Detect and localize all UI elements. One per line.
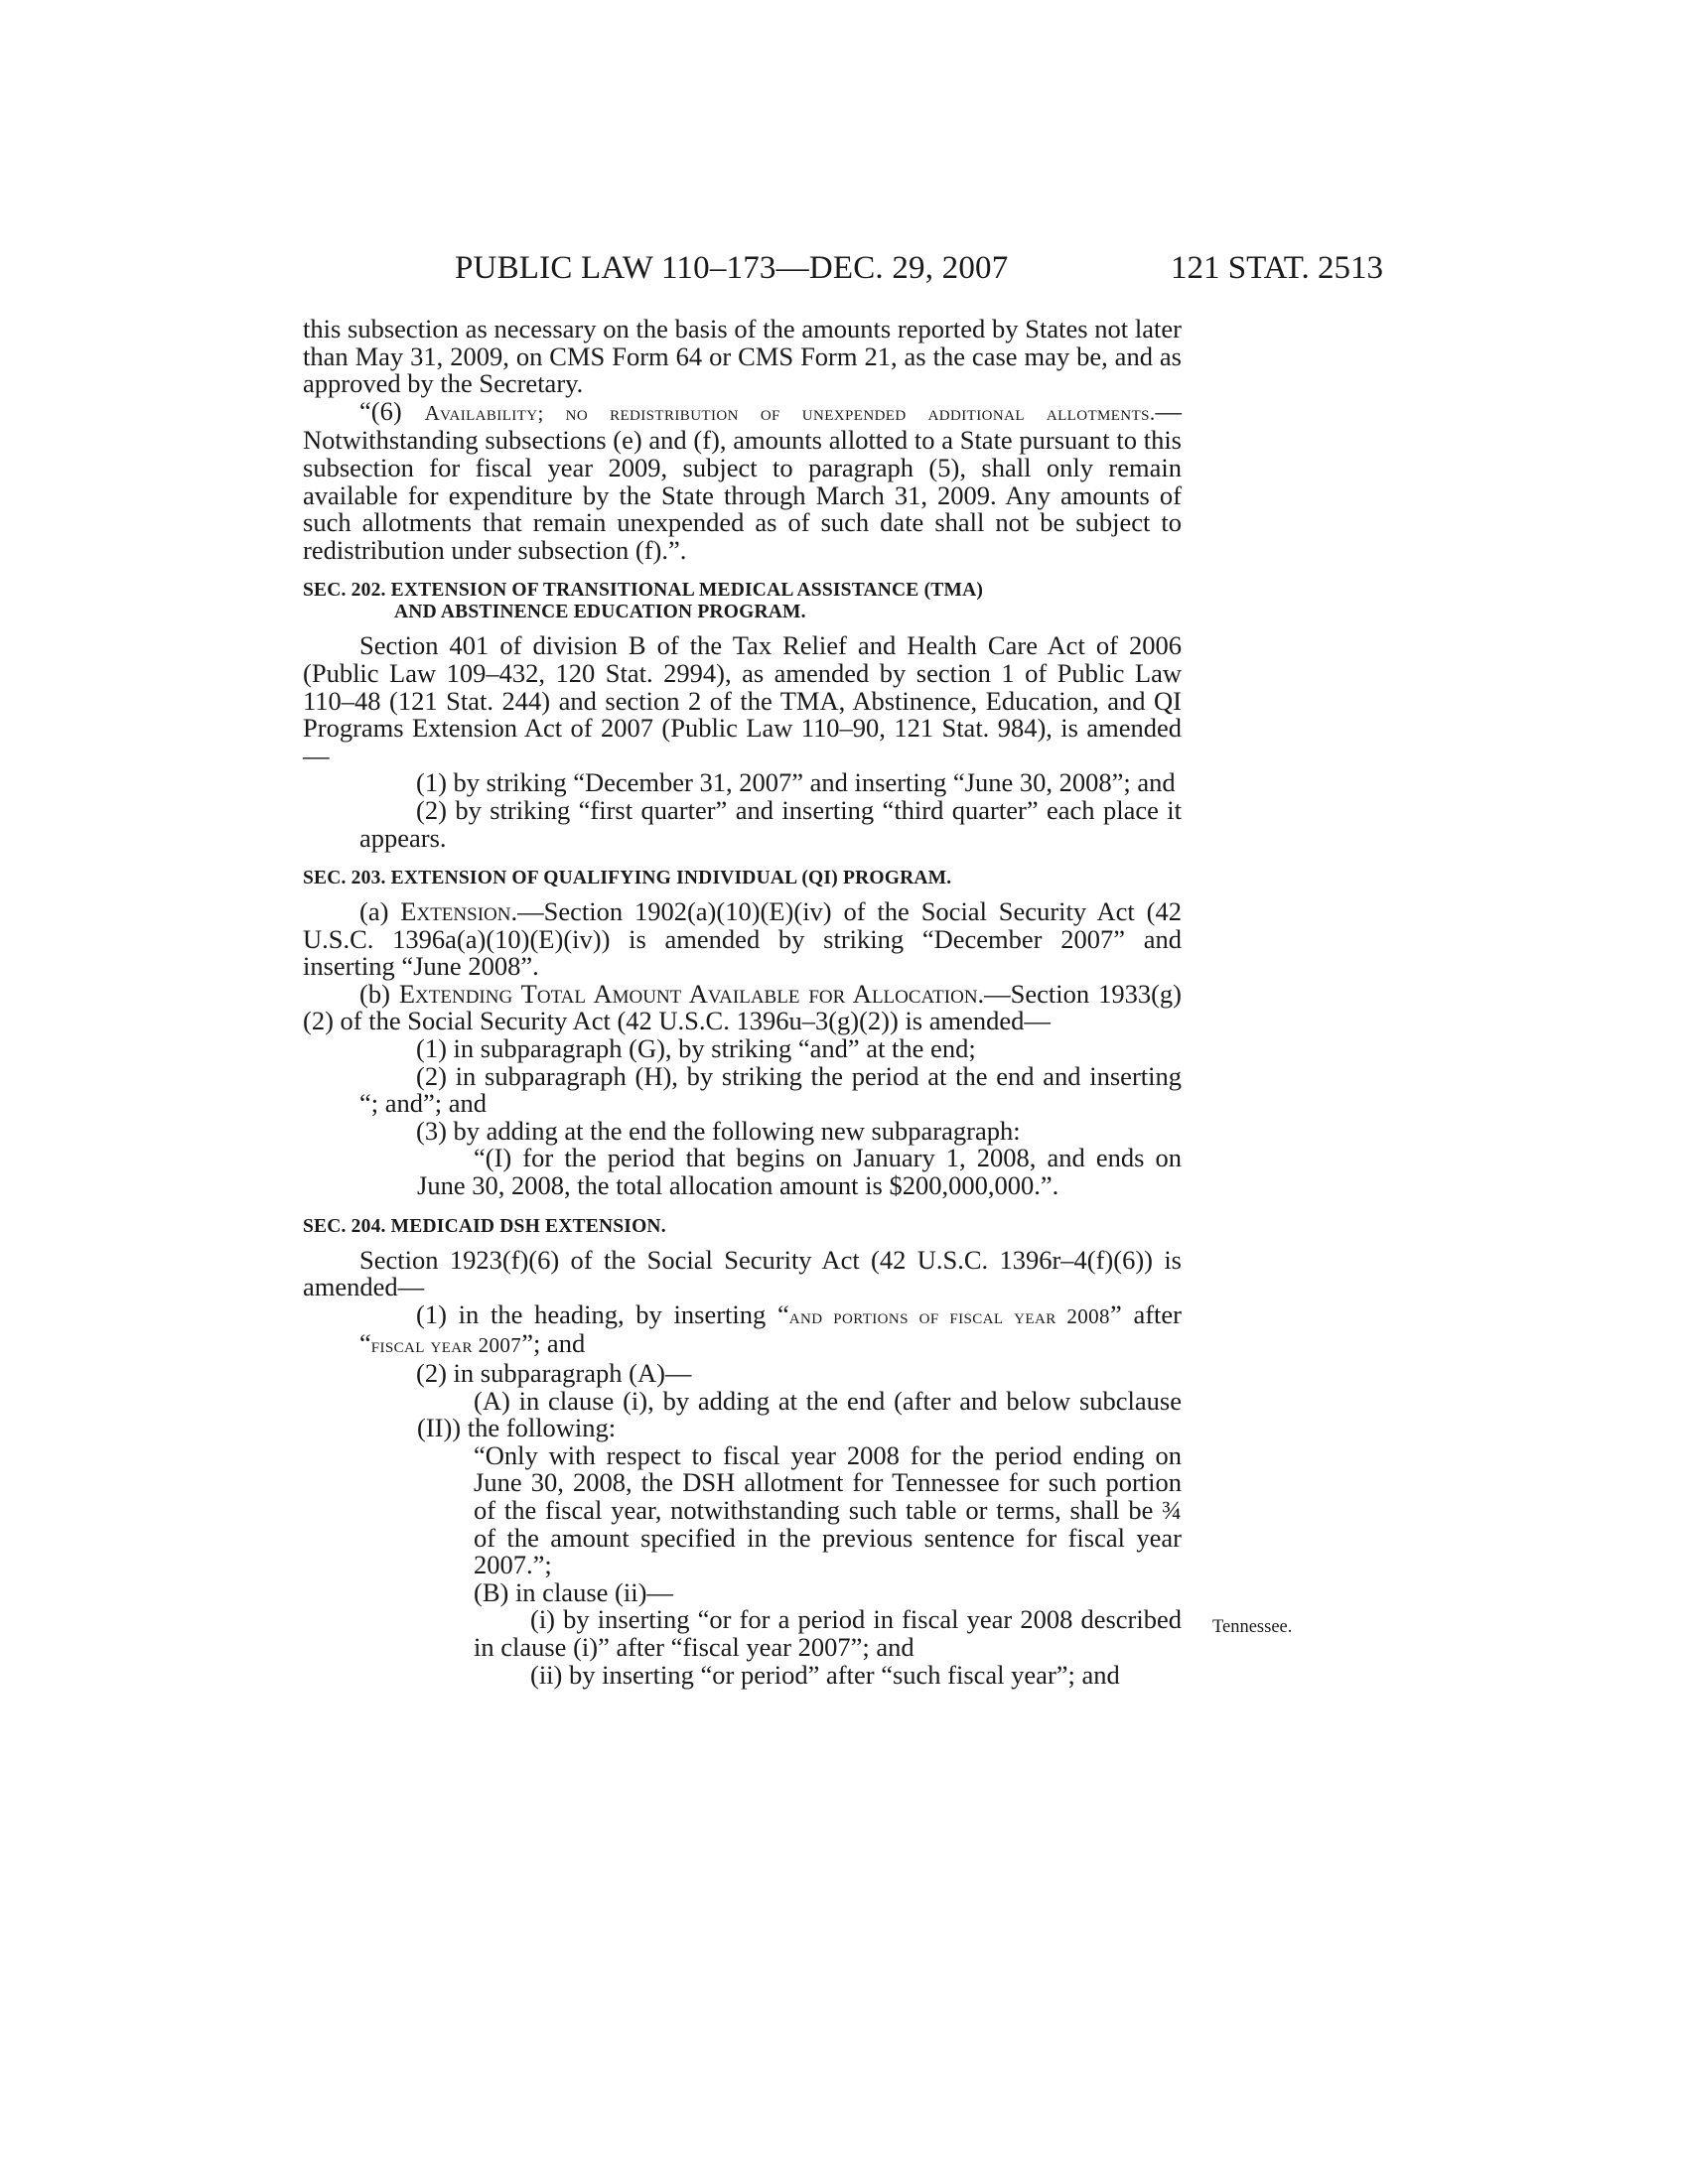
section-203-item-3: (3) by adding at the end the following new subparagraph: xyxy=(416,1115,1021,1146)
section-203-b-heading: Extending Total Amount Available for Allocation. xyxy=(398,978,985,1009)
section-204-item-A: (A) in clause (i), by adding at the end (after and below subclause (II)) the following: xyxy=(417,1385,1182,1443)
section-203-item-1: (1) in subparagraph (G), by striking “and” at the end; xyxy=(416,1033,976,1064)
section-202-item-1: (1) by striking “December 31, 2007” and inserting “June 30, 2008”; and xyxy=(416,767,1176,798)
section-204-quoted-text: “Only with respect to fiscal year 2008 for the period ending on June 30, 2008, the DSH allotment for Tennessee for such portion of the fiscal year, notwithstanding such table or terms, shall be ¾ of the amount specified in the previous sentence for fiscal year 2007.”; xyxy=(474,1439,1182,1580)
stat-page-number: 121 STAT. 2513 xyxy=(1170,250,1383,286)
section-204-item-2: (2) in subparagraph (A)— xyxy=(416,1358,692,1388)
document-body xyxy=(303,316,1182,1689)
section-203-a-heading: Extension. xyxy=(400,896,518,927)
section-202-intro: Section 401 of division B of the Tax Relief and Health Care Act of 2006 (Public Law 109–432, 120 Stat. 2994), as amended by section 1 of Public Law 110–48 (121 Stat. 244) and section 2 of the TMA, Abstinence, Education, and QI Programs Extension Act of 2007 (Public Law 110–90, 121 Stat. 984), is amended— xyxy=(303,630,1182,770)
section-204-item-ii: (ii) by inserting “or period” after “such fiscal year”; and xyxy=(530,1659,1120,1690)
section-204-item-B: (B) in clause (ii)— xyxy=(474,1576,673,1607)
section-204-item-1: (1) in the heading, by inserting “and portions of fiscal year 2008” after “fiscal year 2007”; and xyxy=(359,1298,1182,1359)
section-204-intro: Section 1923(f)(6) of the Social Security Act (42 U.S.C. 1396r–4(f)(6)) is amended— xyxy=(303,1244,1182,1302)
section-203-quoted-subparagraph: “(I) for the period that begins on January 1, 2008, and ends on June 30, 2008, the total allocation amount is $200,000,000.”. xyxy=(417,1143,1182,1201)
section-204-item-i: (i) by inserting “or for a period in fiscal year 2008 described in clause (i)” after “fiscal year 2007”; and xyxy=(474,1604,1182,1662)
paragraph-6: “(6) Availability; no redistribution of unexpended additional allotments.—Notwithstanding subsections (e) and (f), amounts allotted to a State pursuant to this subsection for fiscal year 2009, subject to paragraph (5), shall only remain available for expenditure by the State through March 31, 2009. Any amounts of such allotments that remain unexpended as of such date shall not be subject to redistribution under subsection (f).”. xyxy=(303,395,1182,565)
paragraph-6-heading: Availability; no redistribution of unexpended additional allotments. xyxy=(424,400,1156,425)
margin-note: Tennessee. xyxy=(1212,1617,1293,1637)
section-203-heading: SEC. 203. EXTENSION OF QUALIFYING INDIVIDUAL (QI) PROGRAM. xyxy=(303,868,952,889)
continuation-paragraph: this subsection as necessary on the basis of the amounts reported by States not later than May 31, 2009, on CMS Form 64 or CMS Form 21, as the case may be, and as approved by the Secretary. xyxy=(303,314,1182,399)
section-204-heading: SEC. 204. MEDICAID DSH EXTENSION. xyxy=(303,1215,666,1237)
section-203-item-2: (2) in subparagraph (H), by striking the period at the end and inserting “; and”; and xyxy=(359,1060,1182,1119)
section-202-item-2: (2) by striking “first quarter” and inserting “third quarter” each place it appears. xyxy=(359,794,1182,853)
section-202-heading: SEC. 202. EXTENSION OF TRANSITIONAL MEDICAL ASSISTANCE (TMA) AND ABSTINENCE EDUCATION PROGRAM. xyxy=(303,580,984,623)
page-header xyxy=(455,250,1383,290)
section-203-b: (b) Extending Total Amount Available for Allocation.—Section 1933(g)(2) of the Social Security Act (42 U.S.C. 1396u–3(g)(2)) is amended— xyxy=(303,978,1183,1036)
section-203-a: (a) Extension.—Section 1902(a)(10)(E)(iv) of the Social Security Act (42 U.S.C. 1396a(a)(10)(E)(iv)) is amended by striking “December 2007” and inserting “June 2008”. xyxy=(303,896,1182,982)
public-law-title: PUBLIC LAW 110–173—DEC. 29, 2007 xyxy=(455,250,1009,286)
